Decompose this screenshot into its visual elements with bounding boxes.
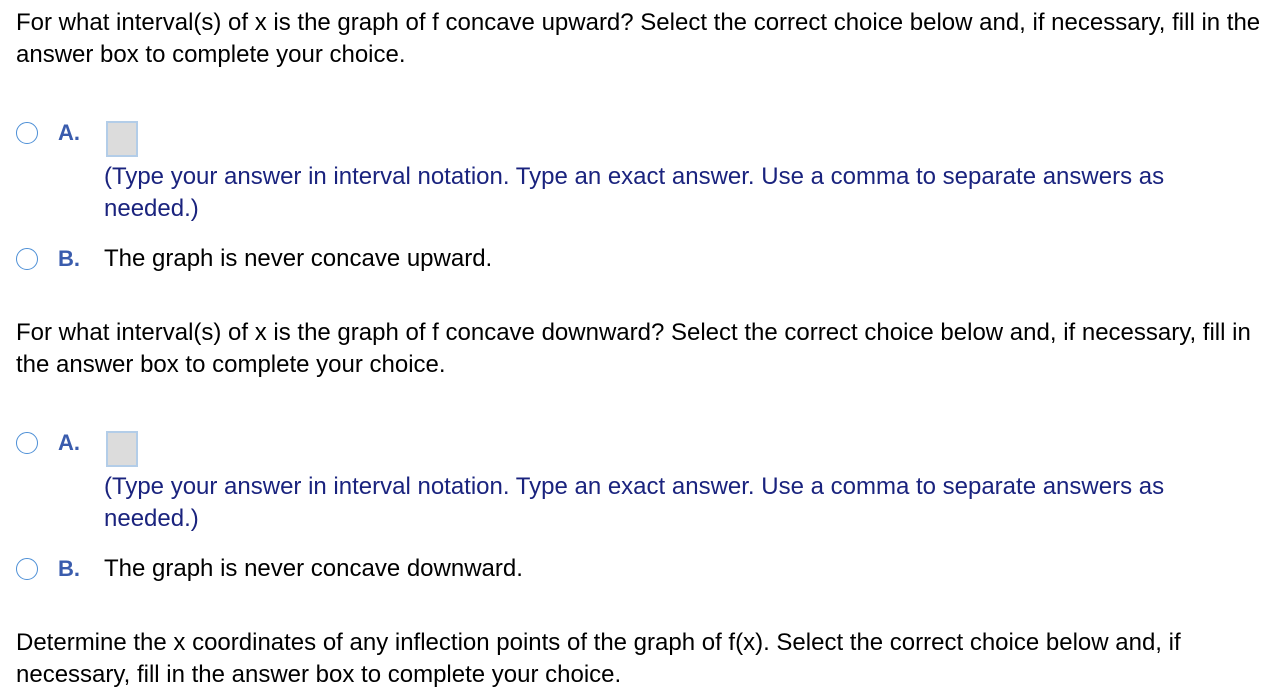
choice-b-concave-down-radio[interactable] <box>16 558 38 580</box>
choice-a-concave-up[interactable] <box>16 118 86 148</box>
choice-a-concave-down-letter: A. <box>58 430 80 455</box>
concave-down-answer-box[interactable] <box>106 431 138 467</box>
choice-b-concave-down-text: The graph is never concave downward. <box>104 555 523 582</box>
choice-a-concave-up-letter: A. <box>58 120 80 145</box>
question-inflection-points-prompt: Determine the x coordinates of any inflection points of the graph of f(x). Select the correct choice below and, if necessary, fill in the answer box to complete your choice. <box>16 629 1181 688</box>
concave-up-answer-hint: (Type your answer in interval notation. Type an exact answer. Use a comma to separate answers as needed.) <box>104 163 1165 222</box>
choice-a-concave-up-radio[interactable] <box>16 122 38 144</box>
question-concave-down-prompt: For what interval(s) of x is the graph of f concave downward? Select the correct choice below and, if necessary, fill in the answer box to complete your choice. <box>16 319 1251 378</box>
choice-b-concave-up-letter: B. <box>58 246 80 271</box>
choice-b-concave-down[interactable] <box>16 554 523 584</box>
choice-b-concave-down-letter: B. <box>58 556 80 581</box>
choice-a-concave-down-radio[interactable] <box>16 432 38 454</box>
choice-b-concave-up-text: The graph is never concave upward. <box>104 245 493 272</box>
concave-up-answer-box[interactable] <box>106 121 138 157</box>
choice-a-concave-down[interactable] <box>16 428 86 458</box>
choice-b-concave-up[interactable] <box>16 244 492 274</box>
question-concave-up-prompt: For what interval(s) of x is the graph of f concave upward? Select the correct choice below and, if necessary, fill in the answer box to complete your choice. <box>16 9 1261 68</box>
concave-down-answer-hint: (Type your answer in interval notation. Type an exact answer. Use a comma to separate answers as needed.) <box>104 473 1165 532</box>
choice-b-concave-up-radio[interactable] <box>16 248 38 270</box>
